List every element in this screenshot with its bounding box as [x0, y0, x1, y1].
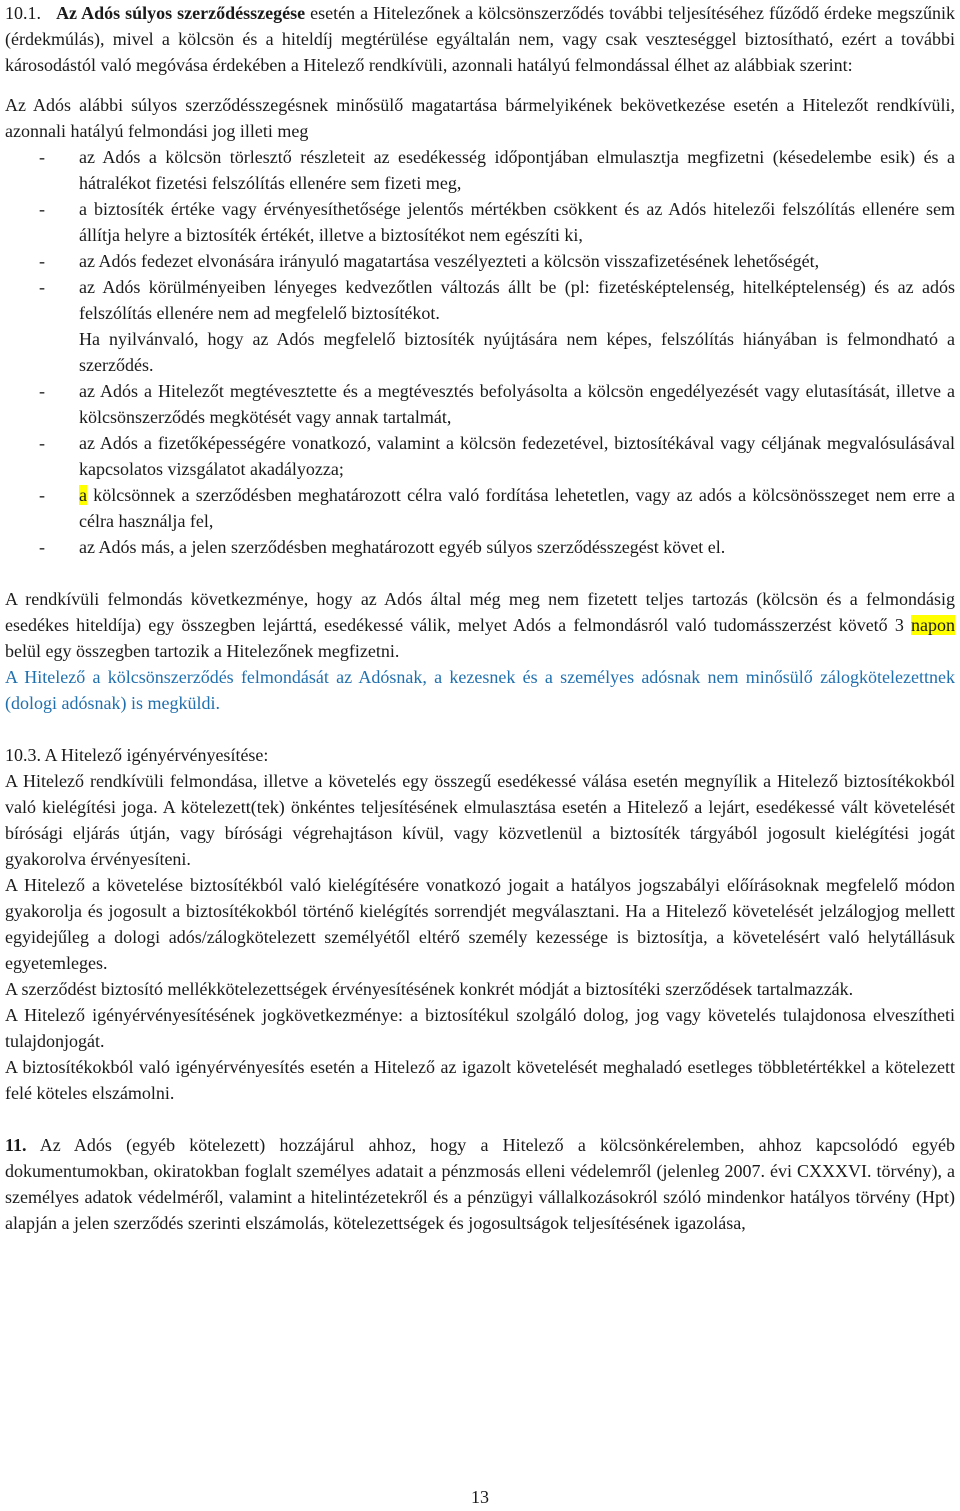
list-dash: -: [39, 147, 45, 167]
list-dash: -: [39, 277, 45, 297]
section-lead-paragraph: Az Adós alábbi súlyos szerződésszegésnek minősülő magatartása bármelyikének bekövetkezése esetén a Hitelezőt rendkívüli, azonnali hatályú felmondási jog illeti meg: [5, 95, 955, 141]
document-page: [5, 0, 955, 1236]
list-item: - az Adós más, a jelen szerződésben meghatározott egyéb súlyos szerződésszegést követ el.: [5, 534, 955, 560]
paragraph: A Hitelező rendkívüli felmondása, illetve a követelés egy összegű esedékessé válása esetén megnyílik a Hitelező biztosítékokból való kielégítési joga. A kötelezett(tek) önkéntes teljesítésének elmulasztása esetén a Hitelező a lejárt, esedékessé vált követelését bírósági eljárás útján, vagy bírósági végrehajtáson kívül, vagy közvetlenül a biztosíték tárgyából jogosult kielégítési jogát gyakorolva érvényesíteni.: [5, 771, 955, 869]
list-item: - az Adós fedezet elvonására irányuló magatartása veszélyezteti a kölcsön visszafizetésének lehetőségét,: [5, 248, 955, 274]
list-item: - az Adós a Hitelezőt megtévesztette és a megtévesztés befolyásolta a kölcsön engedélyezését vagy elutasítását, illetve a kölcsönszerződés megkötését vagy annak tartalmát,: [5, 378, 955, 430]
list-dash: -: [39, 381, 45, 401]
highlighted-word: napon: [911, 615, 955, 635]
section-10-3-heading: 10.3. A Hitelező igényérvényesítése:: [5, 745, 269, 765]
list-item: - a biztosíték értéke vagy érvényesíthetősége jelentős mértékben csökkent és az Adós hitelezői felszólítás ellenére sem állítja helyre a biztosíték értékét, illetve a biztosítékot nem egészíti ki,: [5, 196, 955, 248]
blue-note-paragraph: A Hitelező a kölcsönszerződés felmondását az Adósnak, a kezesnek és a személyes adósnak nem minősülő zálogkötelezettnek (dologi adósnak) is megküldi.: [5, 667, 955, 713]
paragraph: A szerződést biztosító mellékkötelezettségek érvényesítésének konkrét módját a biztosítéki szerződések tartalmazzák.: [5, 979, 854, 999]
section-intro-text: esetén a Hitelezőnek a kölcsönszerződés további teljesítéséhez fűződő érdeke megszűnik (érdekmúlás), mivel a kölcsön és a hiteldíj megtérülése egyáltalán nem, vagy csak veszteséggel biztosítható, ezért a további károsodástól való megóvása érdekében a Hitelező rendkívüli, azonnali hatályú felmondással élhet az alábbiak szerint:: [5, 3, 956, 75]
section-11-paragraph: 11. Az Adós (egyéb kötelezett) hozzájárul ahhoz, hogy a Hitelező a kölcsönkérelemben, ahhoz kapcsolódó egyéb dokumentumokban, okiratokban foglalt személyes adatait a pénzmosás elleni védelemről (jelenleg 2007. évi CXXXVI. törvény), a személyes adatok védelméről, valamint a hitelintézetekről és a pénzügyi vállalkozásokról szóló mindenkor hatályos törvény (Hpt) alapján a jelen szerződés szerinti elszámolás, kötelezettségek és jogosultságok teljesítésének igazolása,: [5, 1135, 955, 1233]
section-title: Az Adós súlyos szerződésszegése: [56, 3, 306, 23]
paragraph: A Hitelező a követelése biztosítékból való kielégítésére vonatkozó jogait a hatályos jogszabályi előírásoknak megfelelő módon gyakorolja és jogosult a biztosítékokból történő kielégítés sorrendjét megválasztani. Ha a Hitelező követelését jelzálogjog mellett egyidejűleg a dologi adós/zálogkötelezett személyétől eltérő személy kezessége is biztosítja, a követelésért való helytállásuk egyetemleges.: [5, 875, 955, 973]
page-number: 13: [471, 1487, 489, 1507]
list-note: Ha nyilvánvaló, hogy az Adós megfelelő biztosíték nyújtására nem képes, felszólítás hiányában is felmondható a szerződés.: [79, 329, 955, 375]
list-dash: -: [39, 537, 45, 557]
paragraph: A biztosítékokból való igényérvényesítés esetén a Hitelező az igazolt követelését meghaladó esetleges többletértékkel a kötelezett felé köteles elszámolni.: [5, 1057, 955, 1103]
list-item: - az Adós a kölcsön törlesztő részleteit az esedékesség időpontjában elmulasztja megfizetni (késedelembe esik) és a hátralékot fizetési felszólítás ellenére sem fizeti meg,: [5, 144, 955, 196]
consequence-paragraph: A rendkívüli felmondás következménye, hogy az Adós által még meg nem fizetett teljes tartozás (kölcsön és a felmondásig esedékes hiteldíja) egy összegben lejárttá, esedékessé válik, melyet Adós a felmondásról való tudomásszerzést követő 3 napon belül egy összegben tartozik a Hitelezőnek megfizetni.: [5, 589, 955, 661]
paragraph: A Hitelező igényérvényesítésének jogkövetkezménye: a biztosítékul szolgáló dolog, jog vagy követelés tulajdonosa elveszítheti tulajdonjogát.: [5, 1005, 955, 1051]
list-item: - a kölcsönnek a szerződésben meghatározott célra való fordítása lehetetlen, vagy az adós a kölcsönösszeget nem erre a célra használja fel,: [5, 482, 955, 534]
section-10-1-intro: [5, 0, 955, 78]
list-dash: -: [39, 199, 45, 219]
list-item: - az Adós a fizetőképességére vonatkozó, valamint a kölcsön fedezetével, biztosítékával vagy céljának megvalósulásával kapcsolatos vizsgálatot akadályozza;: [5, 430, 955, 482]
section-number: 10.1.: [5, 3, 41, 23]
highlighted-word: a: [79, 485, 87, 505]
section-number: 11.: [5, 1135, 27, 1155]
list-dash: -: [39, 251, 45, 271]
list-item: - az Adós körülményeiben lényeges kedvezőtlen változás állt be (pl: fizetésképtelenség, hitelképtelenség) és az adós felszólítás ellenére nem ad megfelelő biztosítékot.: [5, 274, 955, 326]
list-dash: -: [39, 485, 45, 505]
list-dash: -: [39, 433, 45, 453]
